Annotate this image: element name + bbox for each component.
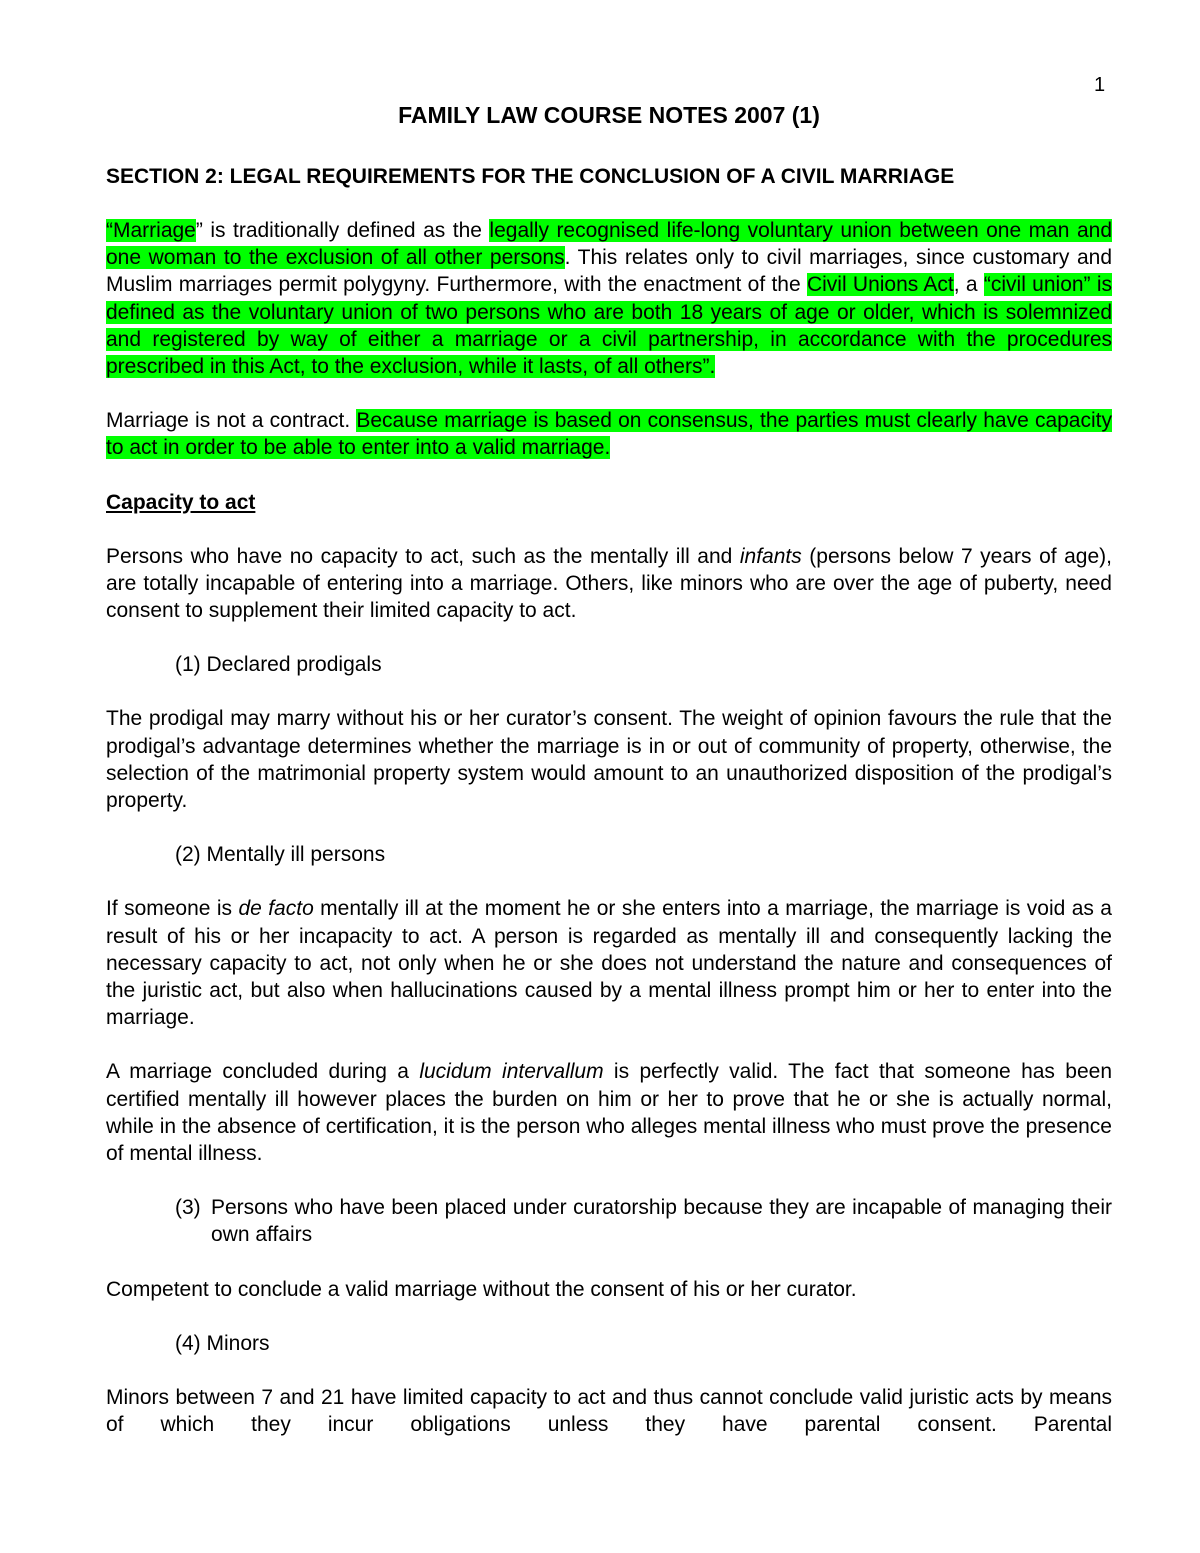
paragraph-mentally-ill bbox=[106, 895, 1112, 1031]
paragraph-no-capacity bbox=[106, 543, 1112, 625]
italic-term: infants bbox=[739, 544, 802, 568]
list-text: Persons who have been placed under curatorship because they are incapable of managing their own affairs bbox=[211, 1196, 1112, 1247]
text-segment: . This relates only to civil marriages, since customary and Muslim marriages permit polygyny. Furthermore, with the enactment of the bbox=[106, 246, 1112, 297]
text-segment: If someone is bbox=[106, 897, 239, 921]
paragraph-curatorship: Competent to conclude a valid marriage without the consent of his or her curator. bbox=[106, 1277, 857, 1301]
paragraph-lucidum-intervallum bbox=[106, 1058, 1112, 1167]
paragraph-minors: Minors between 7 and 21 have limited capacity to act and thus cannot conclude valid juristic acts by means of which they incur obligations unless they have parental consent. Parental bbox=[106, 1386, 1112, 1437]
paragraph-marriage-definition bbox=[106, 217, 1112, 380]
highlight-consensus: Because marriage is based on consensus, the parties must clearly have capacity to act in order to be able to enter into a valid marriage. bbox=[106, 409, 1112, 460]
text-segment: is perfectly valid. The fact that someone has been certified mentally ill however places the burden on him or her to prove that he or she is actually normal, while in the absence of certification, it is the person who alleges mental illness who must prove the presence of mental illness. bbox=[106, 1060, 1113, 1166]
italic-term: de facto bbox=[238, 897, 314, 921]
list-number: (3) bbox=[175, 1196, 201, 1220]
italic-term: lucidum intervallum bbox=[419, 1060, 604, 1084]
list-item-mentally-ill: (2) Mentally ill persons bbox=[175, 843, 386, 867]
paragraph-not-contract bbox=[106, 407, 1112, 461]
highlight-definition: legally recognised life-long voluntary union between one man and one woman to the exclusion of all other persons bbox=[106, 219, 1113, 270]
highlight-marriage-word: Marriage bbox=[113, 219, 196, 242]
text-segment: . bbox=[709, 355, 716, 379]
document-body bbox=[106, 100, 1112, 1439]
text-segment: (persons below 7 years of age), are totally incapable of entering into a marriage. Others, like minors who are over the age of puberty, need consent to supplement their limited capacity to act. bbox=[106, 544, 1112, 623]
list-item-minors: (4) Minors bbox=[175, 1331, 270, 1355]
paragraph-prodigals: The prodigal may marry without his or her curator’s consent. The weight of opinion favours the rule that the prodigal’s advantage determines whether the marriage is in or out of community of property, otherwise, the selection of the matrimonial property system would amount to an unauthorized disposition of the prodigal’s property. bbox=[106, 707, 1112, 813]
section-heading: SECTION 2: LEGAL REQUIREMENTS FOR THE CONCLUSION OF A CIVIL MARRIAGE bbox=[106, 165, 955, 188]
text-segment: A marriage concluded during a bbox=[106, 1060, 420, 1084]
quote-open: “ bbox=[106, 219, 113, 242]
capacity-heading: Capacity to act bbox=[106, 490, 256, 514]
text-segment: , a bbox=[953, 273, 984, 297]
text-segment: ” is traditionally defined as the bbox=[195, 219, 490, 242]
text-segment: Persons who have no capacity to act, such as the mentally ill and bbox=[106, 544, 740, 568]
text-segment: Marriage is not a contract. bbox=[106, 409, 357, 433]
list-item-curatorship bbox=[106, 1194, 1112, 1248]
highlight-civil-union: “civil union” is defined as the voluntary union of two persons who are both 18 years of age or older, which is solemnized and registered by way of either a marriage or a civil partnership, in accordance with the procedures prescribed in this Act, to the exclusion, while it lasts, of all others” bbox=[106, 273, 1113, 379]
text-segment: mentally ill at the moment he or she enters into a marriage, the marriage is void as a result of his or her incapacity to act. A person is regarded as mentally ill and consequently lacking the necessary capacity to act, not only when he or she does not understand the nature and consequences of the juristic act, but also when hallucinations caused by a mental illness prompt him or her to enter into the marriage. bbox=[106, 897, 1112, 1030]
highlight-act-name: Civil Unions Act bbox=[806, 273, 954, 297]
list-item-prodigals: (1) Declared prodigals bbox=[175, 653, 382, 677]
page-number: 1 bbox=[1094, 74, 1106, 96]
document-title: FAMILY LAW COURSE NOTES 2007 (1) bbox=[398, 102, 820, 128]
